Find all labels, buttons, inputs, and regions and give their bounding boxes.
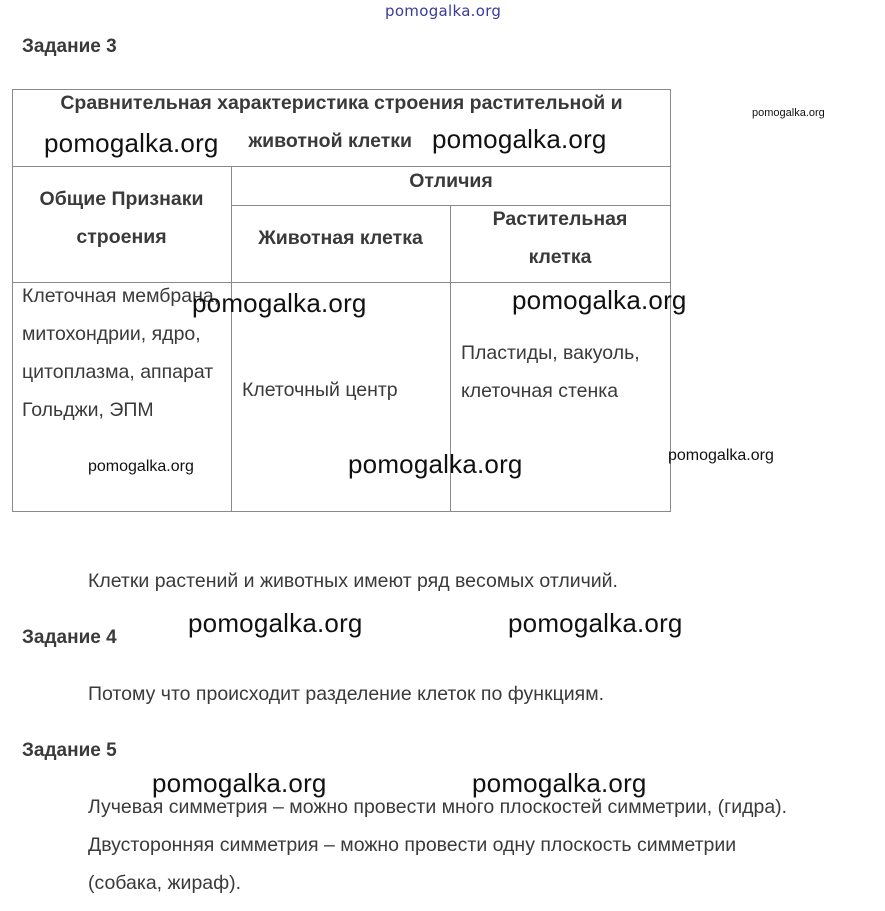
table-title-line2: животной клетки bbox=[248, 130, 412, 152]
task3-heading: Задание 3 bbox=[22, 36, 117, 57]
task5-line1: Лучевая симметрия – можно провести много плоскостей симметрии, (гидра). bbox=[88, 796, 788, 818]
watermark-text: pomogalka.org bbox=[432, 124, 607, 154]
watermark-text: pomogalka.org bbox=[752, 107, 825, 119]
table-cell-plant: Пластиды, вакуоль, клеточная стенка bbox=[461, 342, 640, 402]
task5-line3: (собака, жираф). bbox=[88, 872, 242, 894]
watermark-text: pomogalka.org bbox=[192, 288, 367, 318]
task5-line2: Двусторонняя симметрия – можно провести одну плоскость симметрии bbox=[88, 834, 737, 856]
table-cell-animal: Клеточный центр bbox=[242, 379, 398, 401]
watermark-text: pomogalka.org bbox=[348, 449, 523, 479]
table-title-line1: Сравнительная характеристика строения растительной и bbox=[60, 92, 623, 114]
watermark-text: pomogalka.org bbox=[188, 608, 363, 638]
watermark-text: pomogalka.org bbox=[44, 128, 219, 158]
watermark-text: pomogalka.org bbox=[152, 768, 327, 798]
header-watermark: pomogalka.org bbox=[385, 2, 502, 20]
table-cell-common: Клеточная мембрана, митохондрии, ядро, цитоплазма, аппарат Гольджи, ЭПМ bbox=[22, 285, 220, 421]
watermark-text: pomogalka.org bbox=[88, 458, 194, 475]
table-header-animal: Животная клетка bbox=[258, 227, 423, 249]
table-header-plant: Растительная клетка bbox=[492, 208, 628, 268]
task4-answer: Потому что происходит разделение клеток по функциям. bbox=[88, 683, 605, 705]
watermark-text: pomogalka.org bbox=[472, 768, 647, 798]
table-header-common: Общие Признаки строения bbox=[39, 188, 204, 248]
task5-heading: Задание 5 bbox=[22, 740, 117, 761]
table-border-bottom bbox=[12, 511, 671, 512]
watermark-text: pomogalka.org bbox=[668, 447, 774, 464]
task4-heading: Задание 4 bbox=[22, 627, 117, 648]
watermark-text: pomogalka.org bbox=[508, 608, 683, 638]
task3-answer: Клетки растений и животных имеют ряд весомых отличий. bbox=[88, 570, 618, 592]
table-header-diff: Отличия bbox=[409, 170, 493, 192]
table-col-divider-1 bbox=[231, 166, 232, 512]
watermark-text: pomogalka.org bbox=[512, 285, 687, 315]
